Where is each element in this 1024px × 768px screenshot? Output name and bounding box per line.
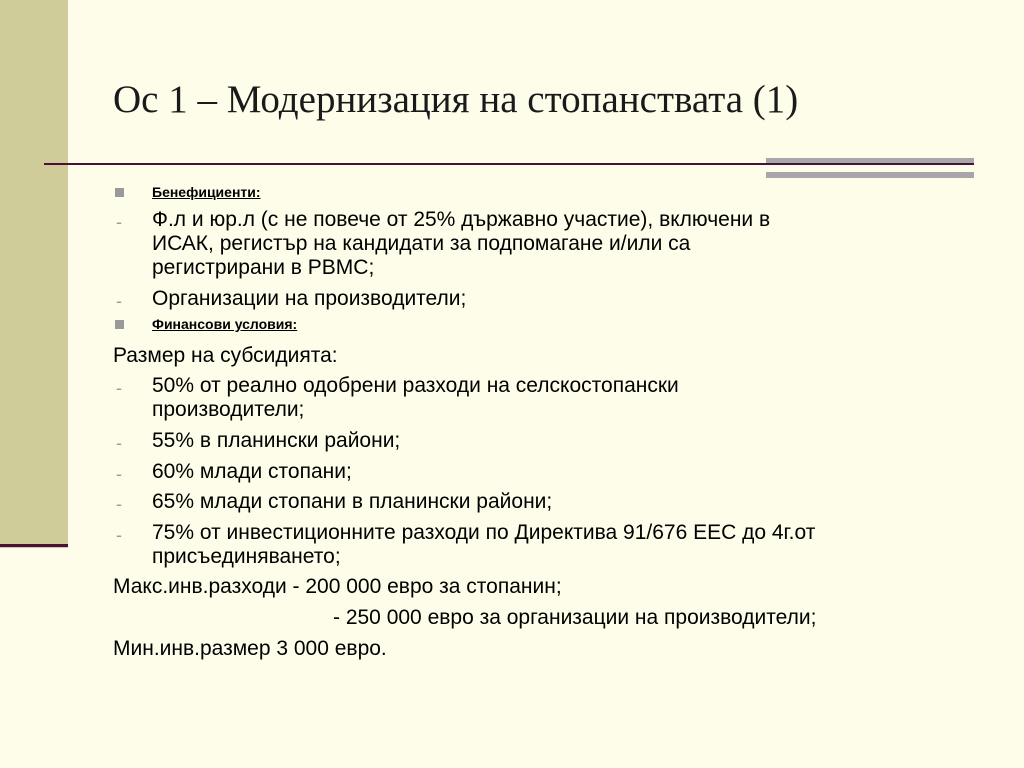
beneficiary-line: Ф.л и юр.л (с не повече от 25% държавно участие), включени в (152, 208, 771, 231)
dash-bullet-icon: - (116, 291, 122, 311)
left-accent-line (0, 544, 68, 547)
dash-bullet-icon: - (116, 212, 122, 232)
max-investment-org-line: - 250 000 евро за организации на производители; (333, 606, 817, 629)
left-accent-band (0, 0, 68, 548)
title-rule (44, 163, 974, 165)
subsidy-line: 75% от инвестиционните разходи по Директива 91/676 ЕЕС до 4г.от (152, 521, 816, 544)
square-bullet-icon (115, 320, 124, 329)
subsidy-line: 65% млади стопани в планински райони; (152, 490, 553, 513)
subsidy-line: присъединяването; (152, 545, 341, 568)
beneficiary-line: регистрирани в РВМС; (152, 256, 375, 279)
subsidy-line: 50% от реално одобрени разходи на селскостопански (152, 374, 679, 397)
financial-conditions-heading: Финансови условия: (152, 316, 298, 332)
square-bullet-icon (115, 188, 124, 197)
slide-title: Ос 1 – Модернизация на стопанствата (1) (113, 78, 799, 121)
subsidy-size-label: Размер на субсидията: (113, 344, 338, 367)
title-rule-accent-bottom (766, 172, 974, 178)
dash-bullet-icon: - (116, 525, 122, 545)
dash-bullet-icon: - (116, 494, 122, 514)
dash-bullet-icon: - (116, 433, 122, 453)
dash-bullet-icon: - (116, 464, 122, 484)
beneficiaries-heading: Бенефициенти: (152, 184, 261, 200)
beneficiary-line: Организации на производители; (152, 287, 467, 310)
max-investment-line: Макс.инв.разходи - 200 000 евро за стопанин; (113, 575, 562, 598)
min-investment-line: Мин.инв.размер 3 000 евро. (113, 637, 387, 660)
subsidy-line: 60% млади стопани; (152, 460, 352, 483)
beneficiary-line: ИСАК, регистър на кандидати за подпомагане и/или са (152, 232, 691, 255)
dash-bullet-icon: - (116, 378, 122, 398)
subsidy-line: 55% в планински райони; (152, 429, 401, 452)
subsidy-line: производители; (152, 398, 305, 421)
